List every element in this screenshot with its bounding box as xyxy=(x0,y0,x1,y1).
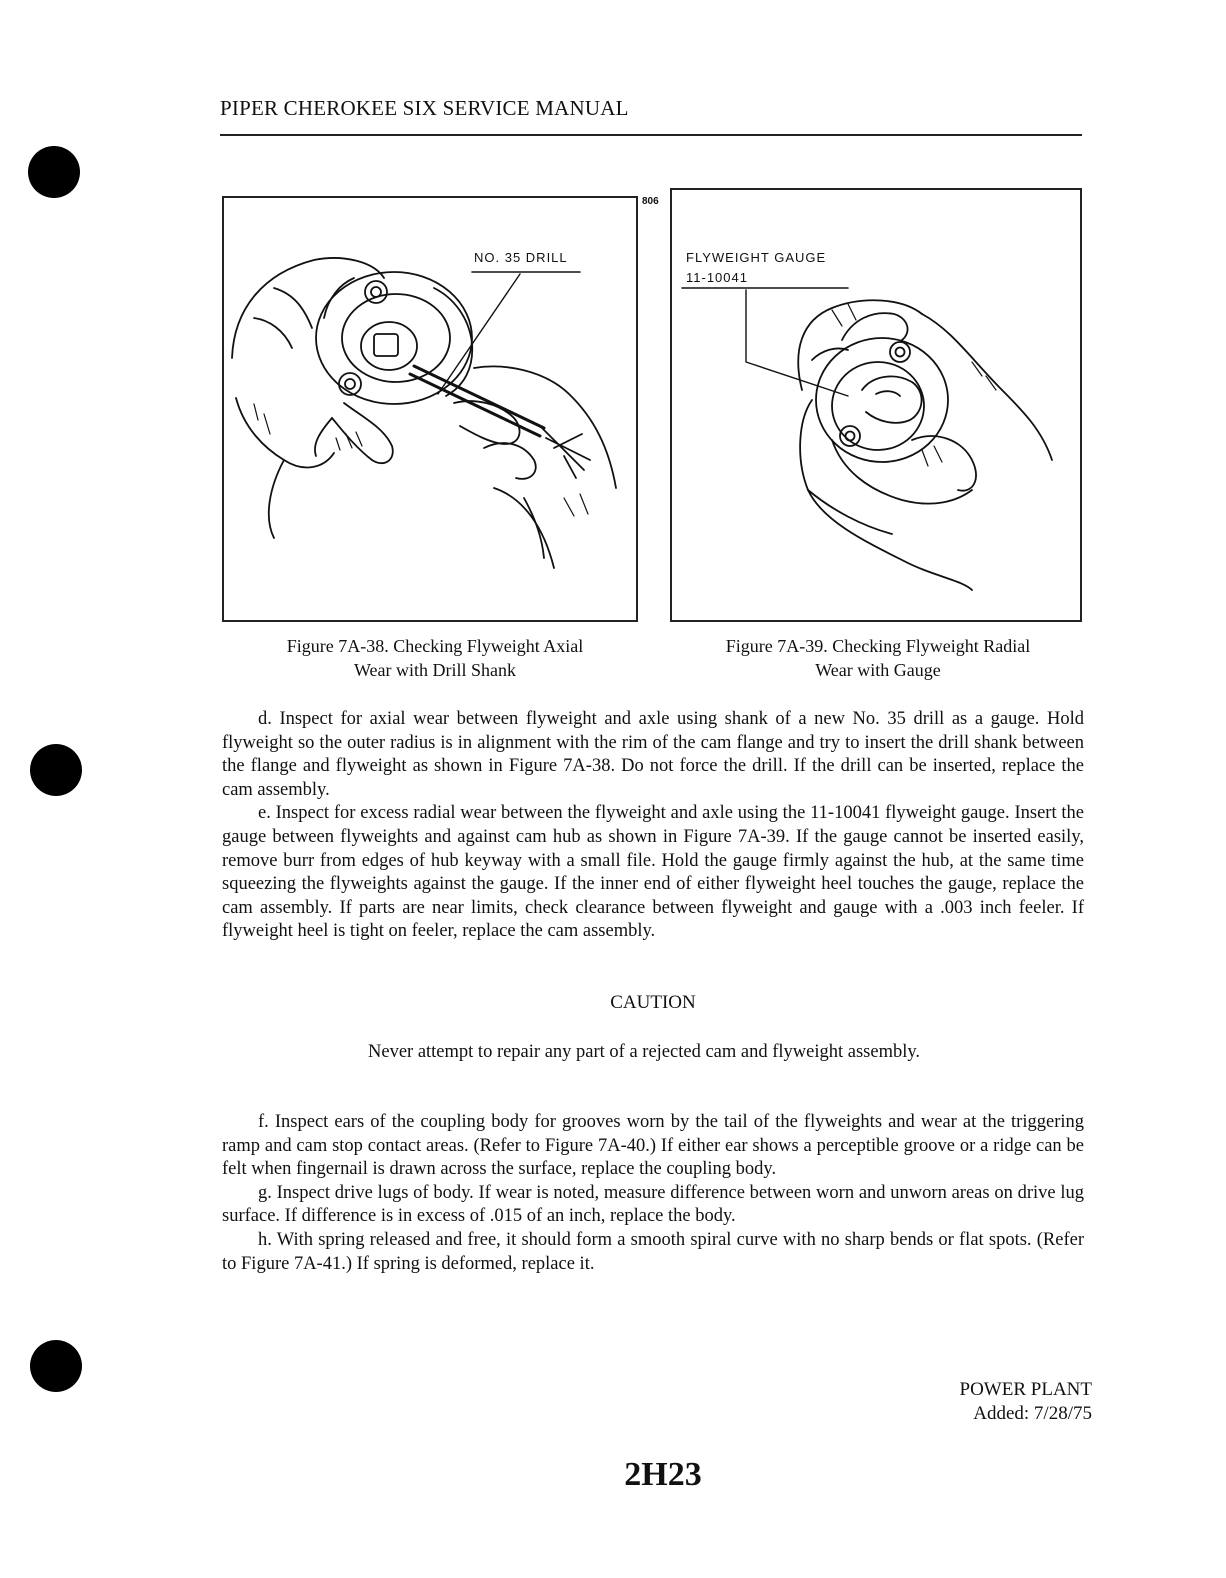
callout-flyweight-gauge xyxy=(686,248,826,288)
caption-figure-7a-39 xyxy=(668,634,1088,682)
figure-7a-38 xyxy=(222,196,638,622)
caution-heading: CAUTION xyxy=(610,992,696,1013)
instructions-d-e xyxy=(222,708,1084,944)
header-rule xyxy=(220,134,1082,136)
caption-line-2: Wear with Drill Shank xyxy=(353,660,517,680)
paragraph-g: g. Inspect drive lugs of body. If wear is noted, measure difference between worn and unworn areas on drive lug surface. If difference is in excess of .015 of an inch, replace the body. xyxy=(222,1182,1084,1227)
paragraph-h: h. With spring released and free, it should form a smooth spiral curve with no sharp bends or flat spots. (Refer to Figure 7A-41.) If spring is deformed, replace it. xyxy=(222,1229,1084,1274)
binder-hole-top xyxy=(28,146,80,198)
paragraph-e: e. Inspect for excess radial wear between the flyweight and axle using the 11-10041 flyweight gauge. Insert the gauge between flyweights and against cam hub as shown in Figure 7A-39. If the gauge cannot be inserted easily, remove burr from edges of hub keyway with a small file. Hold the gauge firmly against the hub, at the same time squeezing the flyweights against the gauge. If the inner end of either flyweight heel touches the gauge, replace the cam assembly. If parts are near limits, check clearance between flyweight and gauge with a .003 inch feeler. If flyweight heel is tight on feeler, replace the cam assembly. xyxy=(222,803,1084,942)
callout-gauge-part-number: 11-10041 xyxy=(686,270,748,285)
instructions-f-h xyxy=(222,1111,1084,1276)
footer-section xyxy=(960,1378,1092,1426)
binder-hole-middle xyxy=(30,744,82,796)
paragraph-d: d. Inspect for axial wear between flyweight and axle using shank of a new No. 35 drill as a gauge. Hold flyweight so the outer radius is in alignment with the rim of the cam flange and try to insert the drill shank between the flange and flyweight as shown in Figure 7A-38. Do not force the drill. If the drill can be inserted, replace the cam assembly. xyxy=(222,709,1084,800)
callout-no-35-drill: NO. 35 DRILL xyxy=(474,250,568,265)
caption-line-2: Wear with Gauge xyxy=(815,660,941,680)
paragraph-f: f. Inspect ears of the coupling body for grooves worn by the tail of the flyweights and wear at the triggering ramp and cam stop contact areas. (Refer to Figure 7A-40.) If either ear shows a perceptible groove or a ridge can be felt when fingernail is drawn across the surface, replace the coupling body. xyxy=(222,1112,1084,1180)
added-date: Added: 7/28/75 xyxy=(973,1403,1092,1424)
caption-line-1: Figure 7A-38. Checking Flyweight Axial xyxy=(286,636,584,656)
callout-gauge-name: FLYWEIGHT GAUGE xyxy=(686,250,827,265)
caution-text: Never attempt to repair any part of a rejected cam and flyweight assembly. xyxy=(368,1042,921,1062)
figure-number: 806 xyxy=(642,196,659,207)
page-id: 2H23 xyxy=(624,1456,702,1493)
figure-7a-39 xyxy=(670,188,1082,622)
section-name: POWER PLANT xyxy=(959,1379,1092,1400)
caption-line-1: Figure 7A-39. Checking Flyweight Radial xyxy=(725,636,1031,656)
caption-figure-7a-38 xyxy=(224,634,646,682)
figure-7a-38-illustration xyxy=(224,198,636,620)
manual-title: PIPER CHEROKEE SIX SERVICE MANUAL xyxy=(220,96,629,120)
binder-hole-bottom xyxy=(30,1340,82,1392)
